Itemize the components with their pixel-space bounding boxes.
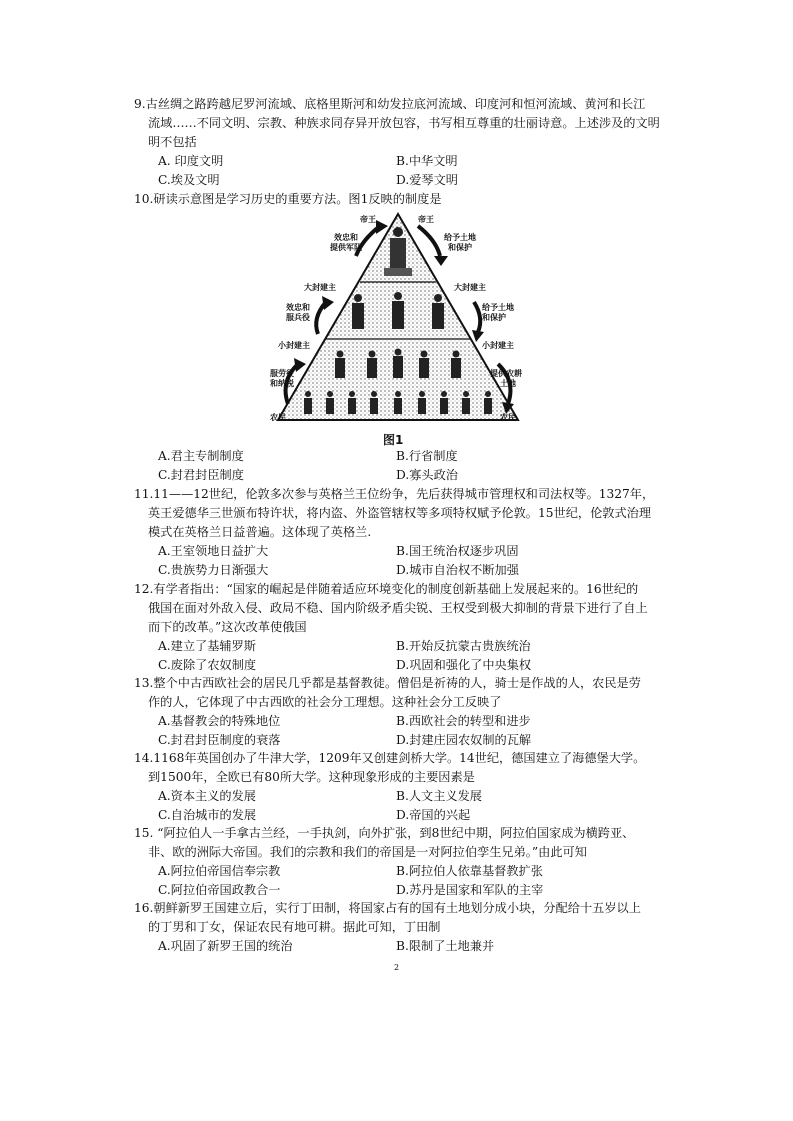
option-b[interactable]: B.限制了土地兼并 (396, 939, 495, 953)
option-row (134, 171, 674, 190)
option-d[interactable]: D.爱琴文明 (396, 173, 458, 187)
option-c[interactable]: C.贵族势力日渐强大 (158, 563, 269, 577)
question-10-options (134, 447, 674, 485)
option-b[interactable]: B.阿拉伯人依靠基督教扩张 (396, 864, 543, 878)
question-stem: 9.古丝绸之路跨越尼罗河流域、底格里斯河和幼发拉底河流域、印度河和恒河流域、黄河和长江 流域……不同文明、宗教、种族求同存异开放包容，书写相互尊重的壮丽诗意。上述涉及的文明 明不包括 (134, 97, 660, 149)
figure-caption: 图1 (383, 433, 404, 447)
option-a[interactable]: A.阿拉伯帝国信奉宗教 (158, 864, 281, 878)
option-c[interactable]: C.埃及文明 (158, 173, 220, 187)
option-a[interactable]: A.君主专制制度 (158, 449, 244, 463)
question-13 (134, 674, 674, 750)
option-a[interactable]: A.资本主义的发展 (158, 789, 256, 803)
label-labor-2: 和纳税 (270, 379, 294, 388)
option-d[interactable]: D.寡头政治 (396, 468, 458, 482)
option-d[interactable]: D.帝国的兴起 (396, 808, 471, 822)
question-stem: 13.整个中古西欧社会的居民几乎都是基督教徒。僧侣是祈祷的人，骑士是作战的人，农民是劳 作的人，它体现了中古西欧的社会分工理想。这种社会分工反映了 (134, 676, 641, 709)
option-row (134, 712, 674, 731)
label-labor: 服劳役 (270, 369, 294, 378)
option-row (134, 787, 674, 806)
label-great-lord-right: 大封建主 (454, 283, 486, 292)
option-b[interactable]: B.开始反抗蒙古贵族统治 (396, 639, 531, 653)
question-12 (134, 580, 674, 675)
label-give-land: 给予土地 (444, 233, 476, 242)
pyramid-diagram (268, 206, 528, 431)
label-peasant-right: 农民 (500, 413, 516, 422)
question-stem: 14.1168年英国创办了牛津大学，1209年又创建剑桥大学。14世纪，德国建立了海德堡大学。 到1500年，全欧已有80所大学。这种现象形成的主要因素是 (134, 751, 646, 784)
feudal-pyramid-figure (268, 206, 528, 446)
option-row (134, 637, 674, 656)
option-row (134, 881, 674, 900)
option-a[interactable]: A.巩固了新罗王国的统治 (158, 939, 293, 953)
question-stem: 15. “阿拉伯人一手拿古兰经，一手执剑，向外扩张，到8世纪中期，阿拉伯国家成为横跨亚、 非、欧的洲际大帝国。我们的宗教和我们的帝国是一对阿拉伯孪生兄弟。”由此可知 (134, 826, 635, 859)
option-c[interactable]: C.自治城市的发展 (158, 808, 257, 822)
option-row (134, 447, 674, 466)
question-15 (134, 824, 674, 900)
label-serve-2: 服兵役 (286, 313, 310, 322)
option-a[interactable]: A.基督教会的特殊地位 (158, 714, 281, 728)
option-d[interactable]: D.封建庄园农奴制的瓦解 (396, 733, 532, 747)
question-stem: 11.11——12世纪，伦敦多次参与英格兰王位纷争，先后获得城市管理权和司法权等。1327年， 英王爱德华三世颁布特许状，将内盗、外盗管辖权等多项特权赋予伦敦。15世纪，伦敦式治理 模式在英格兰日益普遍。这体现了英格兰. (134, 487, 655, 539)
question-stem: 10.研读示意图是学习历史的重要方法。图1反映的制度是 (134, 192, 442, 206)
option-b[interactable]: B.人文主义发展 (396, 789, 482, 803)
label-provide-2: 土地 (500, 379, 516, 388)
option-a[interactable]: A.建立了基辅罗斯 (158, 639, 256, 653)
page-number: 2 (394, 963, 400, 972)
label-small-lord-left: 小封建主 (278, 341, 310, 350)
question-16 (134, 899, 674, 956)
option-row (134, 656, 674, 675)
option-row (134, 937, 674, 956)
option-row (134, 542, 674, 561)
option-d[interactable]: D.巩固和强化了中央集权 (396, 658, 532, 672)
option-d[interactable]: D.苏丹是国家和军队的主宰 (396, 883, 544, 897)
label-give-land-b-2: 和保护 (482, 313, 506, 322)
label-serve: 效忠和 (286, 303, 310, 312)
option-b[interactable]: B.国王统治权逐步巩固 (396, 544, 519, 558)
peasant-figures (304, 391, 492, 414)
label-loyal-2: 提供军队 (330, 243, 362, 252)
option-a[interactable]: A.王室领地日益扩大 (158, 544, 269, 558)
option-b[interactable]: B.行省制度 (396, 449, 458, 463)
option-b[interactable]: B.中华文明 (396, 154, 458, 168)
question-stem: 12.有学者指出：“国家的崛起是伴随着适应环境变化的制度创新基础上发展起来的。16世纪的 俄国在面对外敌入侵、政局不稳、国内阶级矛盾尖锐、王权受到极大抑制的背景下进行了自上 而下的改革。”这次改革使俄国 (134, 582, 648, 634)
label-king-left: 帝王 (360, 215, 376, 224)
option-c[interactable]: C.阿拉伯帝国政教合一 (158, 883, 281, 897)
question-9 (134, 95, 674, 190)
option-d[interactable]: D.城市自治权不断加强 (396, 563, 519, 577)
label-provide: 提供农耕 (490, 369, 522, 378)
label-peasant-left: 农民 (270, 413, 286, 422)
label-king-right: 帝王 (418, 215, 434, 224)
option-c[interactable]: C.废除了农奴制度 (158, 658, 257, 672)
option-row (134, 862, 674, 881)
option-row (134, 731, 674, 750)
option-row (134, 466, 674, 485)
label-loyal: 效忠和 (334, 233, 358, 242)
question-11 (134, 485, 674, 580)
label-great-lord-left: 大封建主 (304, 283, 336, 292)
option-row (134, 561, 674, 580)
label-give-land-2: 和保护 (448, 243, 472, 252)
option-b[interactable]: B.西欧社会的转型和进步 (396, 714, 531, 728)
label-give-land-b: 给予土地 (482, 303, 514, 312)
question-stem: 16.朝鲜新罗王国建立后，实行丁田制，将国家占有的国有土地划分成小块，分配给十五岁以上 的丁男和丁女，保证农民有地可耕。据此可知，丁田制 (134, 901, 641, 934)
question-14 (134, 749, 674, 825)
option-c[interactable]: C.封君封臣制度 (158, 468, 244, 482)
option-a[interactable]: A. 印度文明 (158, 154, 224, 168)
option-row (134, 806, 674, 825)
label-small-lord-right: 小封建主 (482, 341, 514, 350)
option-row (134, 152, 674, 171)
option-c[interactable]: C.封君封臣制度的衰落 (158, 733, 281, 747)
